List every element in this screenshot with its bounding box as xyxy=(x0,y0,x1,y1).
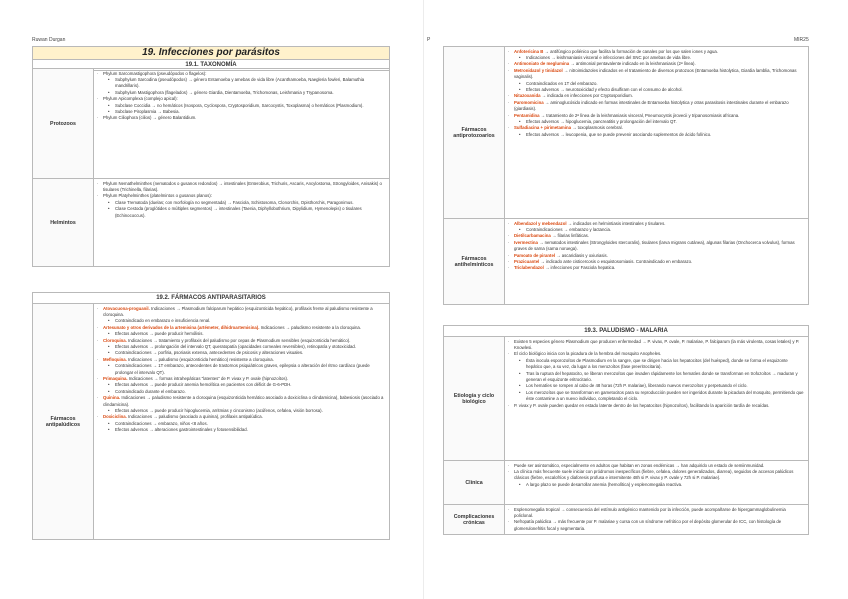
list-item: · Phylum Platyhelminthes (platelmintos o gusanos planos): xyxy=(97,193,386,199)
table-row xyxy=(33,304,390,540)
item-text: Contraindicaciones → 1T embarazo, antecedentes de trastornos psiquiátricos graves, epilepsia o alteración del ritmo cardíaco (puede prolongar el intervalo QT). xyxy=(115,363,370,375)
item-text: Esplenomegalia tropical → consecuencia del estímulo antigénico mantenido por la infección, puede acompañarse de hipergammaglobulinemia policlonal. xyxy=(514,506,786,518)
list-item xyxy=(508,240,805,253)
list-item xyxy=(508,132,805,138)
drug-name: Artesunato y otros derivados de la artemisina (artémeter, dihidroartemisina). xyxy=(103,324,260,330)
item-text: → indicado ante cisticercosis o esquistosomiasis. Contraindicado en embarazo. xyxy=(540,258,693,264)
row-label-clinica: Clínica xyxy=(444,461,505,505)
list-item xyxy=(508,507,805,520)
item-text: Los hematíes se rompen al cabo de 48 horas (72h P. malariae), liberando nuevos merozoítos y perpetuando el ciclo. xyxy=(526,383,748,389)
drug-name: Cloroquina. xyxy=(103,337,127,343)
right-page xyxy=(424,0,848,599)
list-item xyxy=(508,403,805,409)
drug-name: Dietilcarbamacina xyxy=(514,233,551,239)
list-item: • Subphylum Sarcodina (pseudópodos) → género Entamoeba y amebas de vida libre (Acanthamoeba, Naegleria fowleri, Balamuthia mandrillaris). xyxy=(97,77,386,90)
antipaludicos-table xyxy=(32,303,390,540)
item-text: Efectos adversos → puede producir hemólisis. xyxy=(115,331,204,337)
item-text: → indicada en infecciones por Cryptosporidium. xyxy=(541,93,633,99)
list-item xyxy=(97,395,386,408)
item-text: Contraindicaciones → porfiria, psoriasis extensa, antecedentes de psicosis y alteraciones visuales. xyxy=(115,350,304,356)
drug-name: Anfotericina B xyxy=(514,48,544,54)
chapter-title: 19. Infecciones por parásitos xyxy=(32,46,390,60)
list-item xyxy=(97,363,386,376)
item-text: Indicaciones → leishmaniasis visceral e infecciones del SNC por amebas de vida libre. xyxy=(526,54,692,60)
list-item xyxy=(508,358,805,371)
list-item xyxy=(508,68,805,81)
row-label-complicaciones: Complicaciones crónicas xyxy=(444,505,505,535)
header-author: Ruwan Durgan xyxy=(32,37,66,43)
item-text: Nefropatía palúdica → más frecuente por P. malariae y cursa con un síndrome nefrótico por el depósito glomerular de ICC, con histología de glomerulonefritis focal y segmentaria. xyxy=(514,519,782,531)
item-text: Contraindicados en 1T del embarazo. xyxy=(526,80,598,86)
complicaciones-content xyxy=(505,505,809,535)
item-text: Tras la ruptura del hepatocito, se liberan merozoítos que invaden rápidamente los hematíes donde se transforman en trofozoítos → maduran y generan el esquizonte eritrocitario. xyxy=(526,370,798,382)
malaria-table xyxy=(443,336,809,535)
item-text: Efectos adversos → puede producir anemia hemolítica en pacientes con déficit de G-6-PDH. xyxy=(115,382,292,388)
table-row xyxy=(444,337,809,461)
row-label-antiprotozoarios: Fármacos antiprotozoarios xyxy=(444,47,505,219)
item-text: Efectos adversos → prolongación del intervalo QT, queratopatía (opacidades corneales reversibles), retinopatía y ototoxicidad. xyxy=(115,343,356,349)
drug-name: Pentamidina xyxy=(514,112,540,118)
drug-name: Triclabendazol xyxy=(514,265,544,271)
item-text: → aminoglucósido indicado en formas intestinales de Entamoeba histolytica y otras parasitosis intestinales durante el embarazo (giardiasis). xyxy=(514,99,789,112)
list-item: • Clase Cestoda (proglótides o múltiples segmentos) → intestinales (Taenia, Diphyllobothrium, Dipylidium, Hymenolepis) o tisulares (Echinococcus). xyxy=(97,206,386,219)
row-label-antipaludicos: Fármacos antipalúdicos xyxy=(33,304,94,540)
item-text: Contraindicado durante el embarazo. xyxy=(115,388,186,394)
drug-name: Quinina. xyxy=(103,395,121,401)
item-text: Indicaciones → Plasmodium falciparum hepático (esquizonticida hepático), profilaxis frente al paludismo resistente a cloroquina. xyxy=(103,305,373,317)
list-item xyxy=(97,427,386,433)
item-text: → infecciones por Fasciola hepatica. xyxy=(545,265,616,271)
item-text: P. vivax y P. ovale pueden quedar en estado latente dentro de los hepatocitos (hipnozoítos), facilitando la aparición tardía de recaídas. xyxy=(514,402,770,408)
row-label-protozoos: Protozoos xyxy=(33,69,94,179)
drug-name: Atovacuona-proguanil. xyxy=(103,305,150,311)
antipaludicos-content xyxy=(94,304,390,540)
list-item: • Subclase Coccidia → no hemáticos (Isospora, Cyclospora, Cryptosporidium, Sarcocystis, Toxoplasma) o hemáticos (Plasmodium). xyxy=(97,103,386,109)
list-item: · Phylum Sarcomastigophora (pseudópodos o flagelos): xyxy=(97,71,386,77)
item-text: → ascaridiasis y oxiuriasis. xyxy=(556,252,608,258)
header-page-marker: P xyxy=(427,37,431,43)
item-text: Ésta inocula esporozoítos de Plasmodium en la sangre, que se dirigen hacia los hepatocitos (del huésped), donde se forma el esquizonte hepático que, a su vez, da lugar a los merozoítos (fase preeritrocitaria). xyxy=(526,357,788,370)
list-item: • Clase Trematoda (duelas; con morfología no segmentada) → Fasciola, Schistosoma, Clonorchis, Opisthorchis, Paragonimus. xyxy=(97,200,386,206)
list-item xyxy=(508,519,805,532)
list-item: · Phylum Apicomplexa (complejo apical): xyxy=(97,96,386,102)
item-text: Los merozoítos que se transforman en gametocitos para su reproducción pueden ser ingeridos durante la picadura del mosquito, permitiendo que éste contamine a un nuevo individuo, completando el ciclo. xyxy=(526,389,804,402)
item-text: Contraindicaciones → embarazo y lactancia. xyxy=(526,226,612,232)
header-brand: MIR25 xyxy=(794,37,809,43)
item-text: → indicados en helmintiasis intestinales y tisulares. xyxy=(567,220,666,226)
drug-name: Metronidazol y tinidazol xyxy=(514,67,563,73)
item-text: Efectos adversos → puede producir hipoglucemia, arritmias y cinconismo (acúfenos, cefalea, visión borrosa). xyxy=(115,408,323,413)
list-item: · Phylum Ciliophora (cilios) → género Balantidium. xyxy=(97,115,386,121)
list-item xyxy=(508,482,805,488)
malaria-title: 19.3. PALUDISMO - MALARIA xyxy=(443,325,809,337)
item-text: → nematodos intestinales (Strongyloides stercoralis), tisulares (larva migrans cutánea), algunas filarias (Onchocerca volvulus), formas graves de sarna (sarna noruega). xyxy=(514,239,795,252)
table-row xyxy=(33,69,390,179)
clinica-content xyxy=(505,461,809,505)
row-label-etiologia: Etiología y ciclo biológico xyxy=(444,337,505,461)
drug-name: Paromomicina xyxy=(514,99,544,105)
table-row xyxy=(444,461,809,505)
list-item xyxy=(508,469,805,482)
item-text: Puede ser asintomático, especialmente en adultos que habitan en zonas endémicas → han adquirido un estado de semiinmunidad. xyxy=(514,462,765,468)
table-row xyxy=(444,505,809,535)
etiologia-content xyxy=(505,337,809,461)
protozoos-content xyxy=(94,69,390,179)
drug-name: Ivermectina xyxy=(514,239,538,245)
item-text: Efectos adversos → neurotoxicidad y efecto disulfiram con el consumo de alcohol. xyxy=(526,86,683,92)
table-row xyxy=(444,47,809,219)
item-text: Indicaciones → tratamiento y profilaxis del paludismo por cepas de Plasmodium sensibles (esquizonticida hemático). xyxy=(128,337,351,343)
list-item: · Phylum Nemathelminthes (nematodos o gusanos redondos) → intestinales (Enterobius, Trichuris, Ascaris, Ancylostoma, Strongyloides, Anisakis) o tisulares (Trichinella, filarias). xyxy=(97,181,386,194)
item-text: Indicaciones → paludismo resistente a cloroquina (esquizonticida hemático asociado a doxiciclina o clindamicina), babesiosis (asociado a clindamicina). xyxy=(103,395,384,407)
list-item xyxy=(508,100,805,113)
item-text: Contraindicado en embarazo e insuficiencia renal. xyxy=(115,318,211,324)
antihelminticos-content xyxy=(505,219,809,305)
drug-name: Prazicuantel xyxy=(514,258,540,264)
drug-name: Doxiciclina. xyxy=(103,414,127,420)
item-text: Indicaciones → formas intrahepáticas "latentes" de P. vivax y P. ovale (hipnozoítos). xyxy=(128,375,289,381)
item-text: Efectos adversos → alteraciones gastrointestinales y fotosensibilidad. xyxy=(115,427,248,433)
drug-name: Pamoato de pirantel xyxy=(514,252,556,258)
item-text: → antimonial pentavalente indicado en la leishmaniasis (2ª línea). xyxy=(570,61,696,67)
drug-name: Antimoniato de meglumina xyxy=(514,61,570,67)
drug-name: Albendazol y mebendazol xyxy=(514,220,567,226)
list-item: • Subphylum Mastigophora (flagelados) → género Giardia, Dientamoeba, Trichomonas, Leishmania y Trypanosoma. xyxy=(97,90,386,96)
drug-name: Primaquina. xyxy=(103,375,128,381)
item-text: Efectos adversos → hipoglucemia, pancreatitis y prolongación del intervalo QT. xyxy=(526,118,677,124)
item-text: El ciclo biológico inicia con la picadura de la hembra del mosquito Anopheles. xyxy=(514,351,662,357)
taxonomy-table xyxy=(32,68,390,267)
helmintos-content xyxy=(94,179,390,267)
item-text: Efectos adversos → leucopenia, que se puede prevenir asociando suplementos de ácido folínico. xyxy=(526,131,712,137)
item-text: → tratamiento de 2ª línea de la leishmaniasis visceral, Pneumocystis jirovecii y tripanosomiasis africana. xyxy=(540,112,740,118)
list-item xyxy=(508,265,805,271)
list-item xyxy=(508,339,805,352)
taxonomy-title: 19.1. TAXONOMÍA xyxy=(32,60,390,71)
antiprotozoarios-table xyxy=(443,46,809,305)
item-text: Contraindicaciones → embarazo, niños <8 años. xyxy=(115,420,208,426)
antiprotozoarios-content xyxy=(505,47,809,219)
item-text: A largo plazo se puede desarrollar anemia (hemolítica) y esplenomegalia reactiva. xyxy=(526,481,683,487)
item-text: Existen 5 especies género Plasmodium que producen enfermedad → P. vivax, P. ovale, P. malariae, P. falciparum (la más virulenta, cosas letales) y P. Knowlesi. xyxy=(514,338,800,350)
item-text: → nitroimidazoles indicados en el tratamiento de diversos protozoos (Entamoeba histolytica, Giardia lamblia, Trichomonas vaginalis). xyxy=(514,67,797,80)
drug-name: Nitazoxanida xyxy=(514,93,541,99)
item-text: La clínica más frecuente suele iniciar con pródromos inespecíficos (fiebre, cefalea, dolores generalizados, diarrea), seguidos de accesos palúdicos clásicos (fiebre, escalofríos y diaforesis profusa e intermitente 48h si P. vivax y P. ovale y 72h si P. malariae). xyxy=(514,468,794,481)
item-text: → filarias linfáticas. xyxy=(551,233,589,239)
drug-name: Mefloquina. xyxy=(103,356,127,362)
item-text: Indicaciones → paludismo resistente a la cloroquina. xyxy=(260,324,361,330)
item-text: Indicaciones → paludismo (esquizonticida hemático) resistente a cloroquina. xyxy=(128,356,274,362)
antiparasitic-title: 19.2. FÁRMACOS ANTIPARASITARIOS xyxy=(32,292,390,304)
table-row xyxy=(444,219,809,305)
list-item xyxy=(97,306,386,319)
item-text: Indicaciones → paludismo (asociado a quinina), profilaxis antipalúdica. xyxy=(128,414,263,420)
item-text: → antifúngico poliénico que facilita la formación de canales por los que salen iones y agua. xyxy=(544,48,718,54)
drug-name: Sulfadiacina + pirimetamina xyxy=(514,125,571,131)
list-item xyxy=(508,371,805,384)
table-row xyxy=(33,179,390,267)
row-label-antihelminticos: Fármacos antihelmínticos xyxy=(444,219,505,305)
list-item xyxy=(508,390,805,403)
item-text: → toxoplasmosis cerebral. xyxy=(572,125,623,131)
row-label-helmintos: Helmintos xyxy=(33,179,94,267)
list-item: • Subclase Piroplasmia → Babesia. xyxy=(97,109,386,115)
